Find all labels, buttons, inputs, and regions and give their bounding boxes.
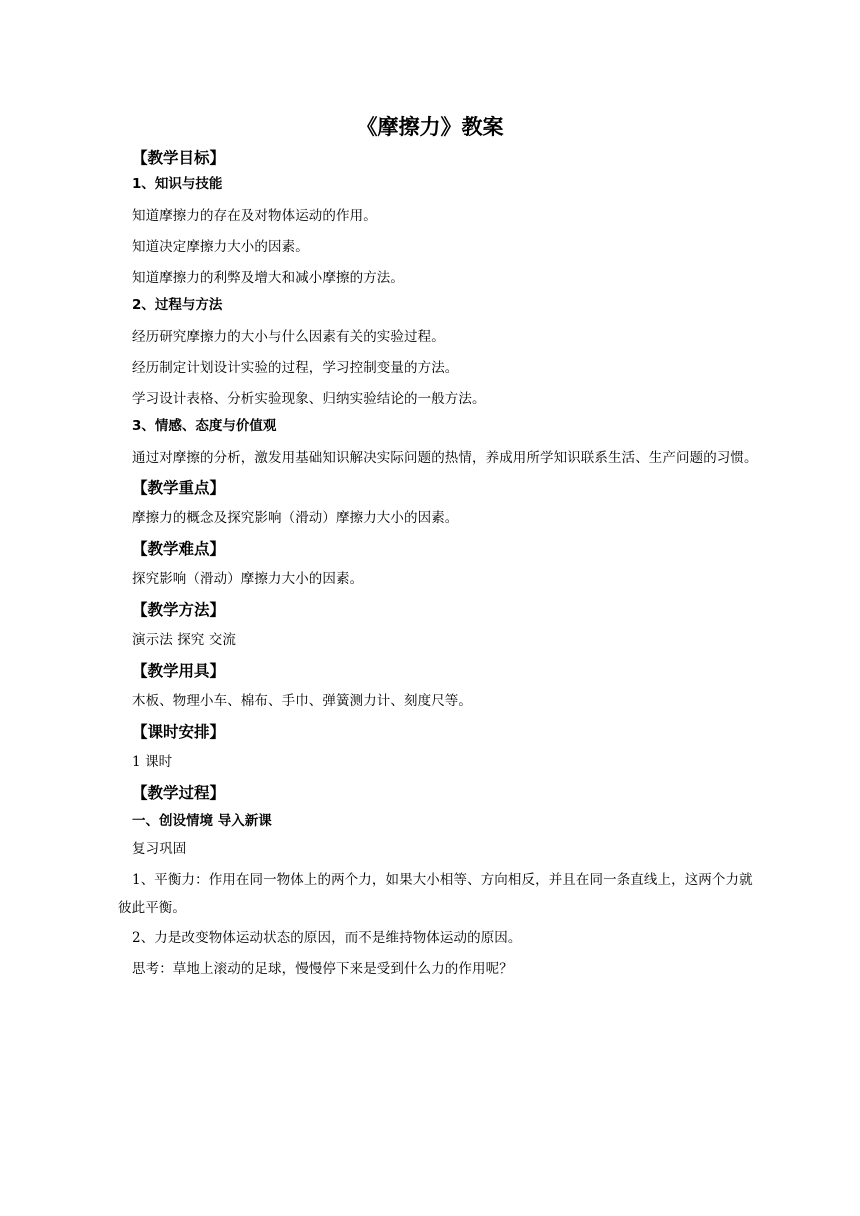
section-heading-methods: 【教学方法】 bbox=[132, 601, 226, 619]
paragraph: 思考：草地上滚动的足球，慢慢停下来是受到什么力的作用呢？ bbox=[132, 961, 513, 977]
section-heading-schedule: 【课时安排】 bbox=[132, 723, 226, 741]
paragraph: 探究影响（滑动）摩擦力大小的因素。 bbox=[132, 571, 364, 587]
paragraph: 木板、物理小车、棉布、手巾、弹簧测力计、刻度尺等。 bbox=[132, 693, 472, 709]
subheading-process: 2、过程与方法 bbox=[132, 297, 223, 313]
paragraph: 1 课时 bbox=[132, 754, 173, 770]
paragraph: 经历研究摩擦力的大小与什么因素有关的实验过程。 bbox=[132, 329, 445, 345]
paragraph: 知道摩擦力的存在及对物体运动的作用。 bbox=[132, 208, 377, 224]
subheading-knowledge: 1、知识与技能 bbox=[132, 176, 223, 192]
paragraph: 通过对摩擦的分析，激发用基础知识解决实际问题的热情，养成用所学知识联系生活、生产问题的习惯。 bbox=[132, 450, 758, 466]
paragraph: 经历制定计划设计实验的过程，学习控制变量的方法。 bbox=[132, 360, 459, 376]
paragraph: 知道摩擦力的利弊及增大和减小摩擦的方法。 bbox=[132, 270, 404, 286]
paragraph: 学习设计表格、分析实验现象、归纳实验结论的一般方法。 bbox=[132, 391, 486, 407]
subheading-emotion: 3、情感、态度与价值观 bbox=[132, 418, 277, 434]
subheading-step1: 一、创设情境 导入新课 bbox=[132, 813, 272, 829]
document-title: 《摩擦力》教案 bbox=[356, 115, 504, 139]
section-heading-goals: 【教学目标】 bbox=[132, 149, 226, 167]
paragraph: 演示法 探究 交流 bbox=[132, 632, 236, 648]
document-body bbox=[118, 146, 763, 986]
section-heading-difficulties: 【教学难点】 bbox=[132, 540, 226, 558]
section-heading-procedure: 【教学过程】 bbox=[132, 784, 226, 802]
paragraph: 2、力是改变物体运动状态的原因，而不是维持物体运动的原因。 bbox=[132, 930, 522, 946]
paragraph: 摩擦力的概念及探究影响（滑动）摩擦力大小的因素。 bbox=[132, 510, 459, 526]
paragraph: 1、平衡力：作用在同一物体上的两个力，如果大小相等、方向相反，并且在同一条直线上，这两个力就彼此平衡。 bbox=[118, 872, 753, 916]
paragraph: 知道决定摩擦力大小的因素。 bbox=[132, 239, 309, 255]
paragraph: 复习巩固 bbox=[132, 841, 187, 857]
section-heading-tools: 【教学用具】 bbox=[132, 662, 226, 680]
section-heading-key-points: 【教学重点】 bbox=[132, 479, 226, 497]
